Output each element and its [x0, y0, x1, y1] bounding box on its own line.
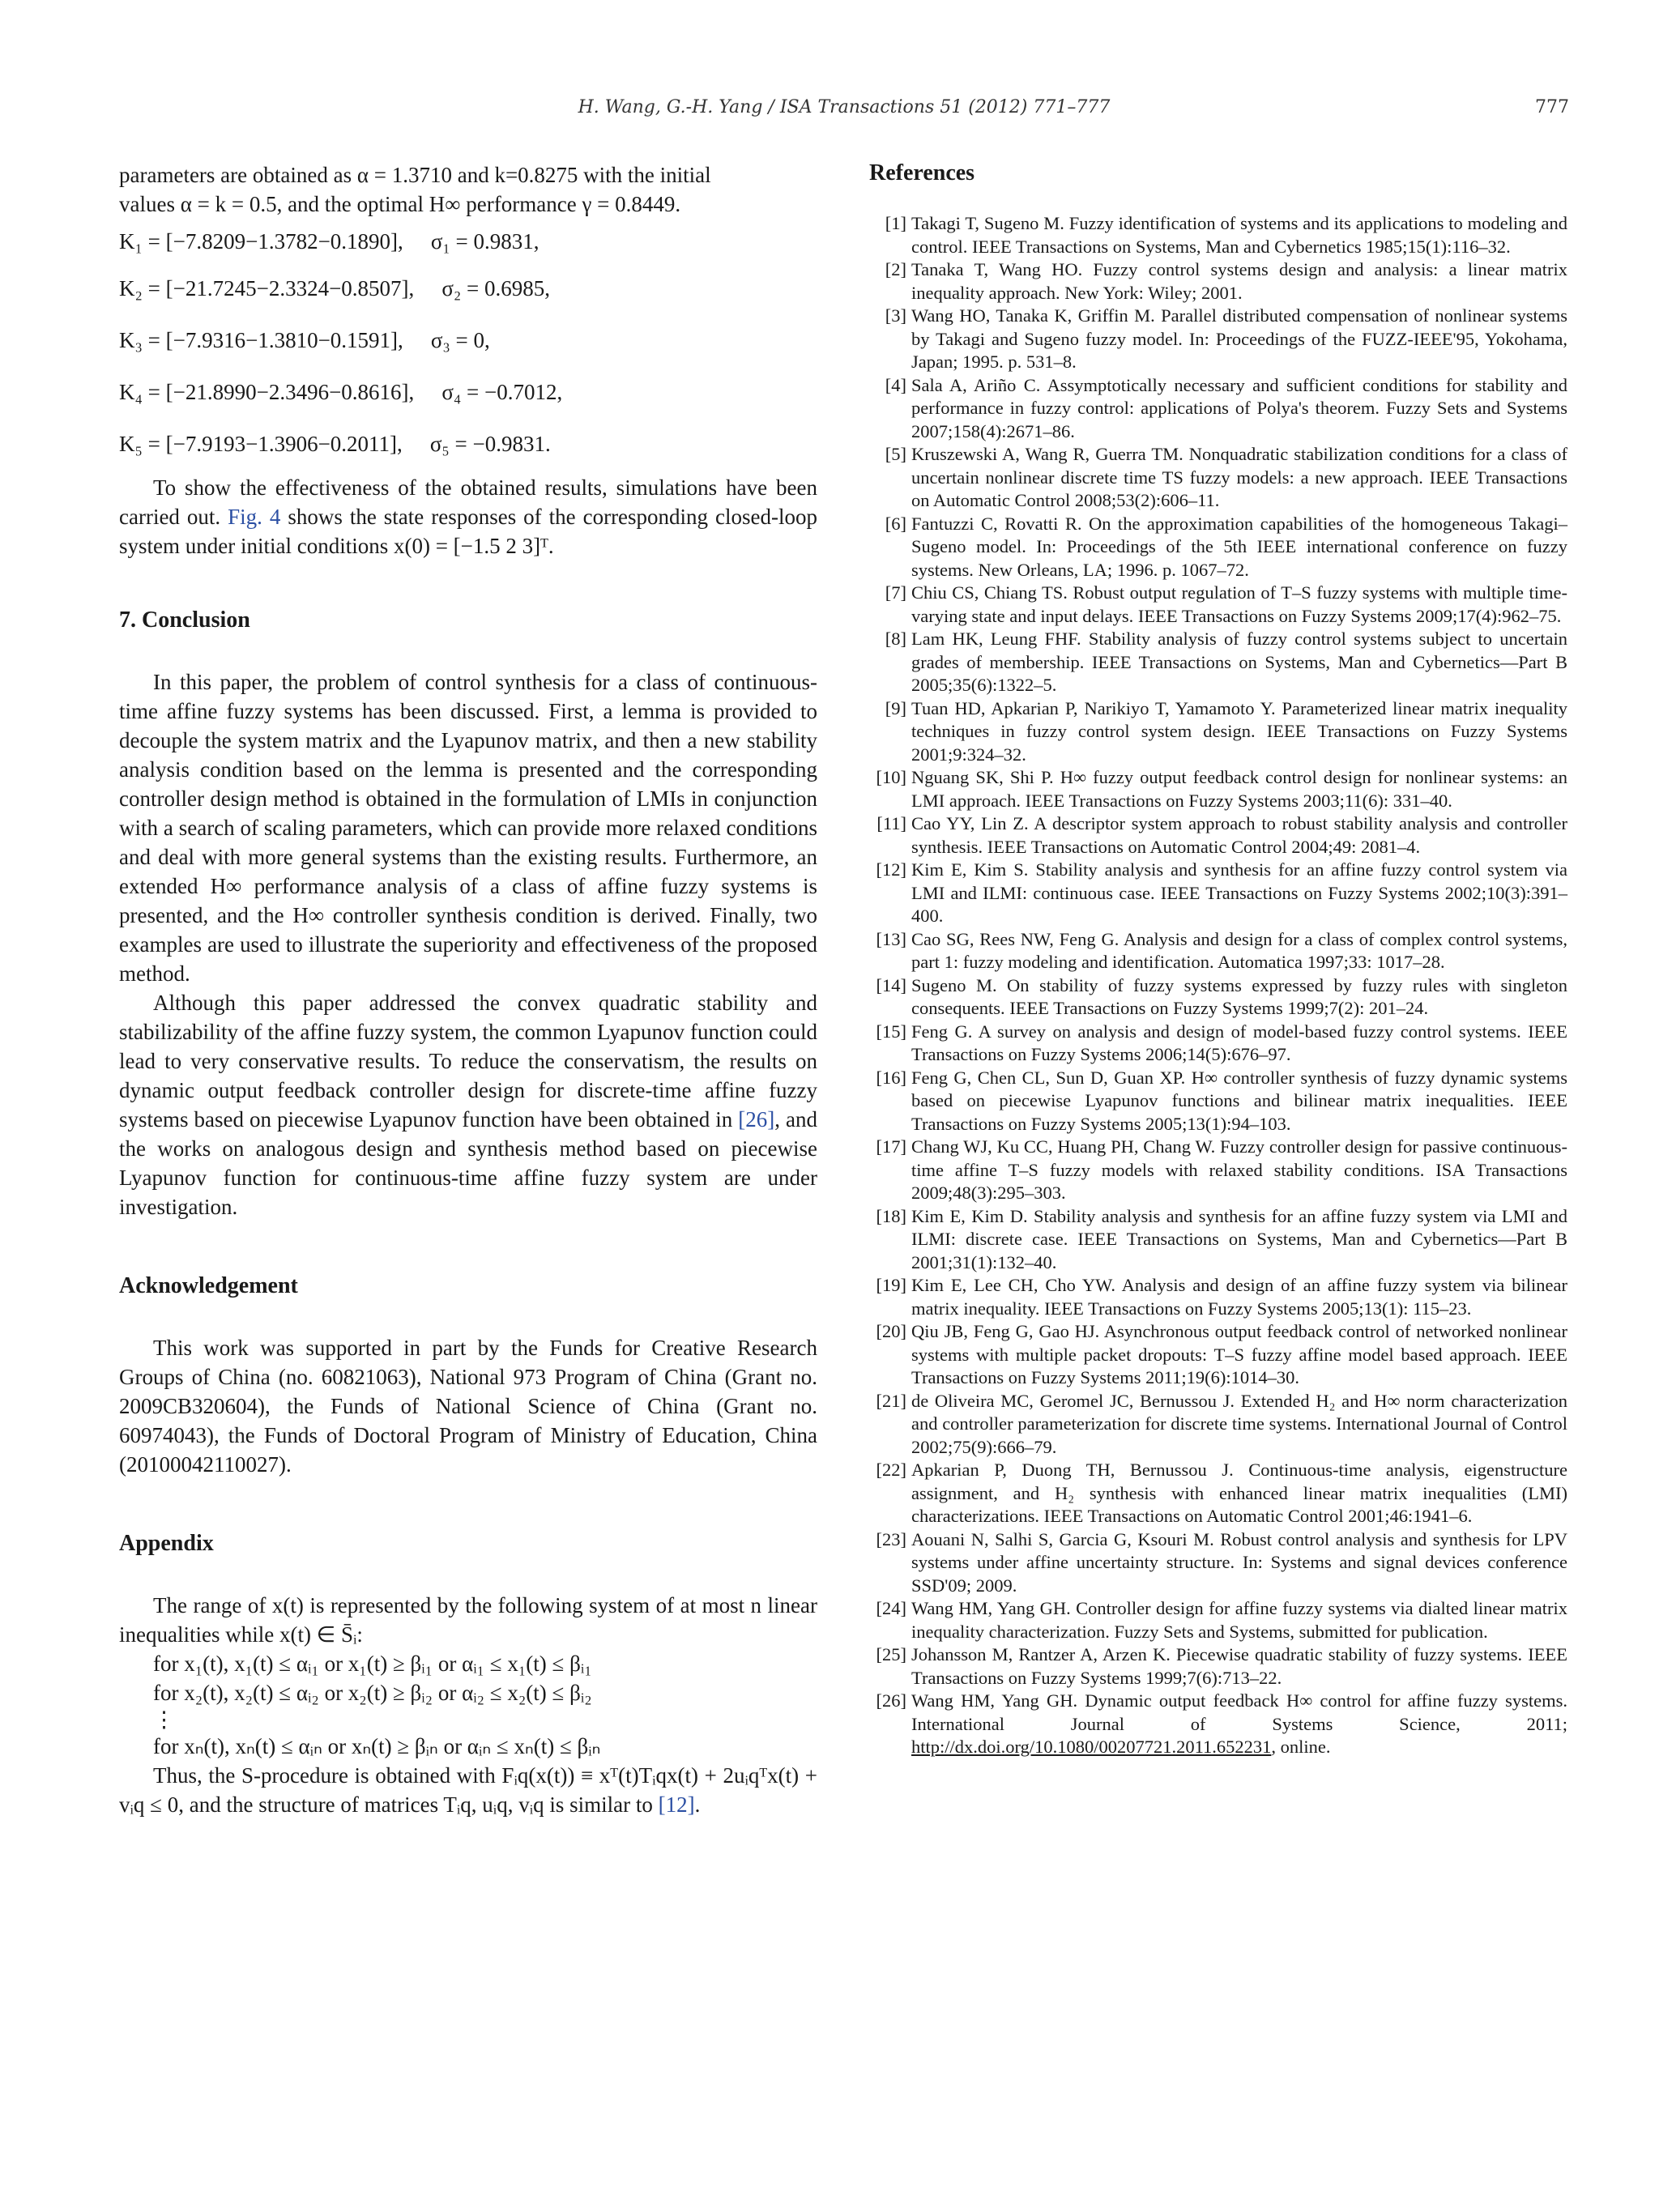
reference-number: [7] — [885, 582, 906, 603]
reference-item — [869, 1067, 1567, 1136]
reference-text: Kim E, Lee CH, Cho YW. Analysis and design of an affine fuzzy system via bilinear matrix inequality. IEEE Transactions on Fuzzy Systems 2005;13(1): 115–23. — [911, 1275, 1567, 1319]
right-column — [869, 160, 1567, 1759]
journal-citation: H. Wang, G.-H. Yang / ISA Transactions 51 (2012) 771–777 — [578, 97, 1111, 117]
references-heading: References — [869, 160, 975, 185]
reference-item — [869, 697, 1567, 767]
reference-number: [12] — [876, 859, 906, 880]
reference-number: [22] — [876, 1460, 906, 1480]
reference-number: [18] — [876, 1205, 906, 1226]
acknowledgement-text: This work was supported in part by the Funds for Creative Research Groups of China (no. 60821063), National 973 Program of China (Grant no. 2009CB320604), the Funds of National Science of China (Grant no. 60974043), the Funds of Doctoral Program of Ministry of Education, China (20100042110027). — [119, 1336, 817, 1477]
left-column — [119, 160, 817, 1819]
reference-item — [869, 859, 1567, 928]
reference-item — [869, 212, 1567, 258]
reference-number: [3] — [885, 305, 906, 326]
intro-line-1: parameters are obtained as α = 1.3710 and k=0.8275 with the initial — [119, 163, 711, 187]
reference-number: [10] — [876, 767, 906, 787]
gain-eq-2 — [119, 262, 817, 314]
reference-number: [24] — [876, 1598, 906, 1618]
reference-number: [19] — [876, 1275, 906, 1295]
reference-item — [869, 582, 1567, 628]
inequality-line: for x₁(t), x₁(t) ≤ αᵢ₁ or x₁(t) ≥ βᵢ₁ or αᵢ₁ ≤ x₁(t) ≤ βᵢ₁ — [153, 1652, 592, 1676]
reference-number: [14] — [876, 974, 906, 995]
reference-text: Wang HO, Tanaka K, Griffin M. Parallel distributed compensation of nonlinear systems by Takagi and Sugeno fuzzy model. In: Proceedings of the FUZZ-IEEE'95, Yokohama, Japan; 1995. p. 531–8. — [911, 305, 1567, 372]
reference-item — [869, 258, 1567, 305]
gain-equations — [119, 220, 817, 470]
conclusion-heading: 7. Conclusion — [119, 607, 250, 633]
reference-text: Kim E, Kim S. Stability analysis and synthesis for an affine fuzzy control system via LMI and ILMI: continuous case. IEEE Transactions on Fuzzy Systems 2002;10(3):391–400. — [911, 859, 1567, 926]
reference-text: Feng G, Chen CL, Sun D, Guan XP. H∞ controller synthesis of fuzzy dynamic systems based on piecewise Lyapunov functions and bilinear matrix inequalities. IEEE Transactions on Fuzzy Systems 2005;13(1):94–103. — [911, 1067, 1567, 1134]
reference-text: Kruszewski A, Wang R, Guerra TM. Nonquadratic stabilization conditions for a class of uncertain nonlinear discrete time TS fuzzy models: a new approach. IEEE Transactions on Automatic Control 2008;53(2):606–11. — [911, 444, 1567, 510]
reference-number: [16] — [876, 1067, 906, 1088]
reference-number: [20] — [876, 1321, 906, 1341]
reference-number: [17] — [876, 1136, 906, 1157]
reference-list — [869, 212, 1567, 1759]
reference-item — [869, 1690, 1567, 1759]
reference-item — [869, 1274, 1567, 1320]
reference-item — [869, 766, 1567, 812]
gain-k: K₂ = [−21.7245−2.3324−0.8507], — [119, 276, 415, 300]
reference-text: Cao SG, Rees NW, Feng G. Analysis and design for a class of complex control systems, part 1: fuzzy modeling and identification. Automatica 1997;33: 1017–28. — [911, 928, 1567, 972]
reference-text: Tanaka T, Wang HO. Fuzzy control systems design and analysis: a linear matrix inequality approach. New York: Wiley; 2001. — [911, 259, 1567, 303]
reference-item — [869, 1643, 1567, 1690]
fig-4-link[interactable]: Fig. 4 — [228, 505, 281, 529]
reference-item — [869, 1459, 1567, 1528]
gain-k: K₃ = [−7.9316−1.3810−0.1591], — [119, 328, 403, 352]
gain-k: K₄ = [−21.8990−2.3496−0.8616], — [119, 380, 415, 404]
reference-text: Tuan HD, Apkarian P, Narikiyo T, Yamamoto Y. Parameterized linear matrix inequality techniques in fuzzy control system design. IEEE Transactions on Fuzzy Systems 2001;9:324–32. — [911, 697, 1567, 765]
reference-item — [869, 1205, 1567, 1275]
ref-26-link[interactable]: [26] — [738, 1107, 775, 1132]
gain-eq-5 — [119, 418, 817, 470]
reference-text: Cao YY, Lin Z. A descriptor system approach to robust stability analysis and controller synthesis. IEEE Transactions on Automatic Control 2004;49: 2081–4. — [911, 813, 1567, 857]
reference-text: Chang WJ, Ku CC, Huang PH, Chang W. Fuzzy controller design for passive continuous-time affine T–S fuzzy models with relaxed stability conditions. ISA Transactions 2009;48(3):295–303. — [911, 1136, 1567, 1203]
appendix-intro: The range of x(t) is represented by the following system of at most n linear inequalities while x(t) ∈ S̄ᵢ: — [119, 1593, 817, 1647]
reference-number: [25] — [876, 1644, 906, 1664]
inequality-system — [119, 1649, 817, 1761]
inequality-line: for x₂(t), x₂(t) ≤ αᵢ₂ or x₂(t) ≥ βᵢ₂ or αᵢ₂ ≤ x₂(t) ≤ βᵢ₂ — [153, 1681, 592, 1705]
reference-item — [869, 974, 1567, 1021]
acknowledgement-heading: Acknowledgement — [119, 1273, 298, 1298]
reference-number: [4] — [885, 374, 906, 395]
appendix-conclusion: Thus, the S-procedure is obtained with Fᵢq(x(t)) ≡ xᵀ(t)Tᵢqx(t) + 2uᵢqᵀx(t) + vᵢq ≤ 0, and the structure of matrices Tᵢq, uᵢq, vᵢq is similar to [12]. — [119, 1763, 817, 1817]
doi-link[interactable]: http://dx.doi.org/10.1080/00207721.2011.652231 — [911, 1737, 1272, 1757]
reference-number: [6] — [885, 513, 906, 534]
reference-item — [869, 1528, 1567, 1598]
reference-text: Wang HM, Yang GH. Controller design for affine fuzzy systems via dialted linear matrix inequality characterization. Fuzzy Sets and Systems, submitted for publication. — [911, 1598, 1567, 1642]
gain-eq-1 — [119, 220, 817, 262]
reference-item — [869, 1136, 1567, 1205]
reference-number: [8] — [885, 629, 906, 649]
reference-number: [23] — [876, 1528, 906, 1549]
reference-number: [1] — [885, 213, 906, 233]
reference-number: [21] — [876, 1390, 906, 1411]
reference-number: [11] — [876, 813, 906, 833]
reference-text: Qiu JB, Feng G, Gao HJ. Asynchronous output feedback control of networked nonlinear systems with multiple packet dropouts: T–S fuzzy affine model based approach. IEEE Transactions on Fuzzy Systems 2011;19(6):1014–30. — [911, 1321, 1567, 1387]
reference-number: [9] — [885, 697, 906, 718]
reference-item — [869, 928, 1567, 974]
inequality-line: for xₙ(t), xₙ(t) ≤ αᵢₙ or xₙ(t) ≥ βᵢₙ or αᵢₙ ≤ xₙ(t) ≤ βᵢₙ — [153, 1734, 601, 1758]
reference-text: Sugeno M. On stability of fuzzy systems expressed by fuzzy rules with singleton consequents. IEEE Transactions on Fuzzy Systems 1999;7(2): 201–24. — [911, 974, 1567, 1018]
reference-text: Lam HK, Leung FHF. Stability analysis of fuzzy control systems subject to uncertain grades of membership. IEEE Transactions on Systems, Man and Cybernetics—Part B 2005;35(6):1322–5. — [911, 629, 1567, 695]
reference-number: [5] — [885, 444, 906, 464]
reference-tail: , online. — [1271, 1737, 1331, 1757]
reference-text: Nguang SK, Shi P. H∞ fuzzy output feedback control design for nonlinear systems: an LMI approach. IEEE Transactions on Fuzzy Systems 2003;11(6): 331–40. — [911, 767, 1567, 811]
reference-item — [869, 513, 1567, 582]
reference-text: Fantuzzi C, Rovatti R. On the approximation capabilities of the homogeneous Takagi–Sugeno model. In: Proceedings of the 5th IEEE international conference on fuzzy systems. New Orleans, LA; 1996. p. 1067–72. — [911, 513, 1567, 580]
reference-item — [869, 628, 1567, 697]
reference-item — [869, 305, 1567, 374]
reference-text: Sala A, Ariño C. Assymptotically necessary and sufficient conditions for stability and performance in fuzzy control: applications of Polya's theorem. Fuzzy Sets and Systems 2007;158(4):2671–86. — [911, 374, 1567, 441]
gain-k: K₁ = [−7.8209−1.3782−0.1890], — [119, 229, 403, 254]
reference-text: Apkarian P, Duong TH, Bernussou J. Continuous-time analysis, eigenstructure assignment, and H₂ synthesis with enhanced linear matrix inequalities (LMI) characterizations. IEEE Transactions on Automatic Control 2001;46:1941–6. — [911, 1460, 1567, 1526]
gain-sigma: σ₁ = 0.9831, — [430, 229, 539, 254]
reference-item — [869, 1021, 1567, 1067]
reference-number: [15] — [876, 1021, 906, 1042]
reference-text: Kim E, Kim D. Stability analysis and synthesis for an affine fuzzy system via LMI and ILMI: discrete case. IEEE Transactions on Systems, Man and Cybernetics—Part B 2001;31(1):132–40. — [911, 1205, 1567, 1272]
gain-k: K₅ = [−7.9193−1.3906−0.2011], — [119, 432, 403, 456]
vertical-ellipsis: ⋮ — [153, 1707, 175, 1732]
conclusion-paragraph-1: In this paper, the problem of control synthesis for a class of continuous-time affine fuzzy systems has been discussed. First, a lemma is provided to decouple the system matrix and the Lyapunov matrix, and then a new stability analysis condition based on the lemma is presented and the corresponding controller design method is obtained in the formulation of LMIs in conjunction with a search of scaling parameters, which can provide more relaxed conditions and deal with more general systems than the existing results. Furthermore, an extended H∞ performance analysis of a class of affine fuzzy systems is presented, and the H∞ controller synthesis condition is derived. Finally, two examples are used to illustrate the superiority and effectiveness of the proposed method. — [119, 670, 817, 986]
reference-item — [869, 1597, 1567, 1643]
reference-text: Feng G. A survey on analysis and design of model-based fuzzy control systems. IEEE Transactions on Fuzzy Systems 2006;14(5):676–97. — [911, 1021, 1567, 1064]
gain-sigma: σ₅ = −0.9831. — [429, 432, 551, 456]
gain-sigma: σ₃ = 0, — [430, 328, 490, 352]
reference-text: Aouani N, Salhi S, Garcia G, Ksouri M. Robust control analysis and synthesis for LPV systems under affine uncertainty structure. In: Systems and signal devices conference SSD'09; 2009. — [911, 1528, 1567, 1596]
reference-number: [26] — [876, 1690, 906, 1711]
reference-text: Wang HM, Yang GH. Dynamic output feedback H∞ control for affine fuzzy systems. International Journal of Systems Science, 2011; — [911, 1690, 1567, 1734]
gain-sigma: σ₂ = 0.6985, — [441, 276, 551, 300]
ref-12-link[interactable]: [12] — [658, 1792, 695, 1817]
gain-sigma: σ₄ = −0.7012, — [441, 380, 563, 404]
page-number: 777 — [1535, 97, 1569, 117]
running-header — [119, 97, 1569, 125]
reference-item — [869, 1390, 1567, 1460]
reference-number: [2] — [885, 259, 906, 279]
reference-item — [869, 1320, 1567, 1390]
reference-text: de Oliveira MC, Geromel JC, Bernussou J. Extended H₂ and H∞ norm characterization and controller parameterization for discrete time systems. International Journal of Control 2002;75(9):666–79. — [911, 1390, 1567, 1457]
reference-text: Johansson M, Rantzer A, Arzen K. Piecewise quadratic stability of fuzzy systems. IEEE Transactions on Fuzzy Systems 1999;7(6):713–22. — [911, 1644, 1567, 1688]
gain-eq-3 — [119, 314, 817, 366]
reference-text: Takagi T, Sugeno M. Fuzzy identification of systems and its applications to modeling and control. IEEE Transactions on Systems, Man and Cybernetics 1985;15(1):116–32. — [911, 213, 1567, 257]
simulation-paragraph: To show the effectiveness of the obtained results, simulations have been carried out. Fig. 4 shows the state responses of the corresponding closed-loop system under initial conditions x(0) = [−1.5 2 3]ᵀ. — [119, 475, 817, 558]
intro-line-2: values α = k = 0.5, and the optimal H∞ performance γ = 0.8449. — [119, 192, 681, 216]
reference-item — [869, 443, 1567, 513]
reference-text: Chiu CS, Chiang TS. Robust output regulation of T–S fuzzy systems with multiple time-varying state and input delays. IEEE Transactions on Fuzzy Systems 2009;17(4):962–75. — [911, 582, 1567, 626]
reference-number: [13] — [876, 928, 906, 949]
conclusion-paragraph-2: Although this paper addressed the convex quadratic stability and stabilizability of the affine fuzzy system, the common Lyapunov function could lead to very conservative results. To reduce the conservatism, the results on dynamic output feedback controller design for discrete-time affine fuzzy systems based on piecewise Lyapunov function have been obtained in [26], and the works on analogous design and synthesis method based on piecewise Lyapunov function for continuous-time affine fuzzy system are under investigation. — [119, 991, 817, 1219]
appendix-heading: Appendix — [119, 1531, 214, 1556]
gain-eq-4 — [119, 366, 817, 418]
reference-item — [869, 812, 1567, 859]
reference-item — [869, 374, 1567, 444]
